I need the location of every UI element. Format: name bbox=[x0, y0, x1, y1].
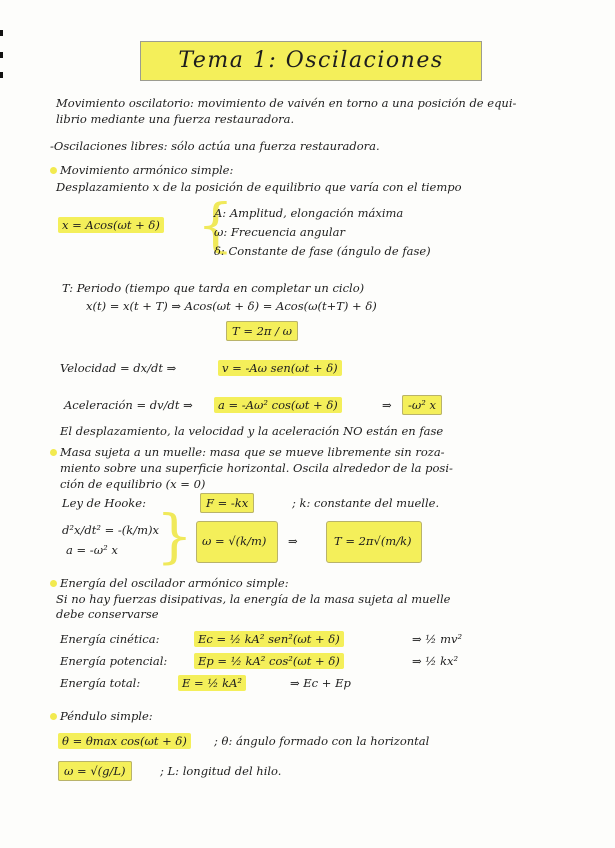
text-line: Desplazamiento x de la posición de equilibrio que varía con el tiempo bbox=[56, 180, 462, 194]
text-line: T: Periodo (tiempo que tarda en completar un ciclo) bbox=[62, 281, 365, 295]
text-line: ; θ: ángulo formado con la horizontal bbox=[214, 734, 430, 748]
text-line: Velocidad = dx/dt ⇒ bbox=[60, 361, 177, 375]
formula-highlight: F = -kx bbox=[200, 493, 254, 513]
binder-mark bbox=[0, 52, 3, 58]
text-line: δ: Constante de fase (ángulo de fase) bbox=[214, 244, 431, 258]
formula-highlight: a = -Aω² cos(ωt + δ) bbox=[214, 397, 342, 413]
binder-mark bbox=[0, 72, 3, 78]
text-line: ⇒ Ec + Ep bbox=[290, 676, 351, 690]
formula-line: T = 2π√(m/k) bbox=[334, 534, 412, 548]
text-line: Aceleración = dv/dt ⇒ bbox=[64, 398, 193, 412]
brace-icon: { bbox=[197, 191, 234, 259]
formula-highlight: Ec = ½ kA² sen²(ωt + δ) bbox=[194, 631, 344, 647]
formula-highlight: -ω² x bbox=[402, 395, 442, 415]
text-line: ; L: longitud del hilo. bbox=[160, 764, 282, 778]
formula-highlight: θ = θmax cos(ωt + δ) bbox=[58, 733, 191, 749]
formula-highlight: ω = √(g/L) bbox=[58, 761, 132, 781]
text-line: Movimiento oscilatorio: movimiento de vaivén en torno a una posición de equi- bbox=[56, 96, 517, 110]
bullet-dot bbox=[50, 580, 57, 587]
text-line: ⇒ ½ mv² bbox=[412, 632, 463, 646]
text-line: ; k: constante del muelle. bbox=[292, 496, 440, 510]
text-line: ⇒ bbox=[288, 534, 298, 548]
text-line: ⇒ ½ kx² bbox=[412, 654, 459, 668]
formula-highlight: Ep = ½ kA² cos²(ωt + δ) bbox=[194, 653, 344, 669]
formula-highlight: x = Acos(ωt + δ) bbox=[58, 217, 164, 233]
bullet-dot bbox=[50, 167, 57, 174]
formula-highlight: E = ½ kA² bbox=[178, 675, 246, 691]
page-title: Tema 1: Oscilaciones bbox=[140, 41, 482, 81]
text-line: ⇒ bbox=[382, 398, 392, 412]
section-heading: Movimiento armónico simple: bbox=[60, 163, 234, 177]
text-line: ω: Frecuencia angular bbox=[214, 225, 345, 239]
brace-icon: } bbox=[156, 502, 193, 570]
formula-highlight: v = -Aω sen(ωt + δ) bbox=[218, 360, 342, 376]
text-line: debe conservarse bbox=[56, 607, 159, 621]
text-line: librio mediante una fuerza restauradora. bbox=[56, 112, 295, 126]
text-line: Si no hay fuerzas disipativas, la energía de la masa sujeta al muelle bbox=[56, 592, 451, 606]
text-line: A: Amplitud, elongación máxima bbox=[214, 206, 404, 220]
bullet-dot bbox=[50, 713, 57, 720]
formula-line: d²x/dt² = -(k/m)x bbox=[62, 523, 159, 537]
text-line: Energía total: bbox=[60, 676, 141, 690]
text-line: Energía cinética: bbox=[60, 632, 160, 646]
formula-highlight: T = 2π / ω bbox=[226, 321, 298, 341]
text-line: miento sobre una superficie horizontal. Oscila alrededor de la posi- bbox=[60, 461, 453, 475]
formula-line: ω = √(k/m) bbox=[202, 534, 267, 548]
text-line: Energía potencial: bbox=[60, 654, 168, 668]
binder-mark bbox=[0, 30, 3, 36]
text-line: El desplazamiento, la velocidad y la aceleración NO están en fase bbox=[60, 424, 444, 438]
text-line: Ley de Hooke: bbox=[62, 496, 146, 510]
bullet-dot bbox=[50, 449, 57, 456]
text-line: ción de equilibrio (x = 0) bbox=[60, 477, 206, 491]
section-heading: Péndulo simple: bbox=[60, 709, 153, 723]
formula-line: a = -ω² x bbox=[66, 543, 118, 557]
text-line: -Oscilaciones libres: sólo actúa una fuerza restauradora. bbox=[50, 139, 380, 153]
section-heading: Masa sujeta a un muelle: masa que se mueve libremente sin roza- bbox=[60, 445, 445, 459]
section-heading: Energía del oscilador armónico simple: bbox=[60, 576, 289, 590]
text-line: x(t) = x(t + T) ⇒ Acos(ωt + δ) = Acos(ω(t+T) + δ) bbox=[86, 299, 377, 313]
